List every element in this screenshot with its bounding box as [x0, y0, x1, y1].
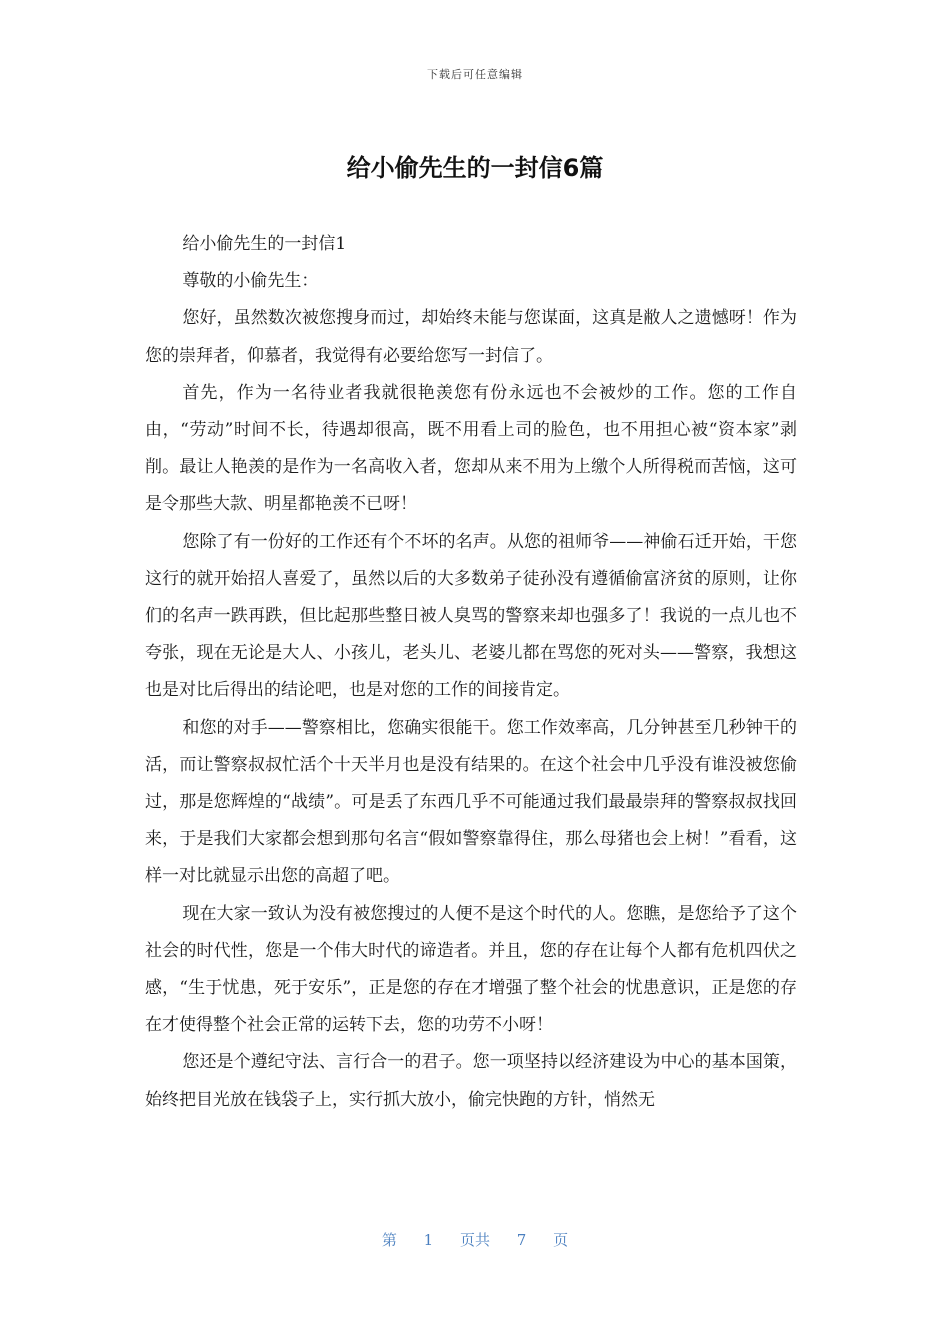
footer-prefix: 第 — [381, 1231, 397, 1249]
paragraph-5: 您除了有一份好的工作还有个不坏的名声。从您的祖师爷——神偷石迁开始，干您这行的就开始招人喜爱了，虽然以后的大多数弟子徒孙没有遵循偷富济贫的原则，让你们的名声一跌再跌，但比起那些整日被人臭骂的警察来却也强多了！我说的一点儿也不夸张，现在无论是大人、小孩儿，老头儿、老婆儿都在骂您的死对头——警察，我想这也是对比后得出的结论吧，也是对您的工作的间接肯定。 — [145, 531, 797, 701]
footer-total-pages: 7 — [516, 1231, 527, 1249]
document-title: 给小偷先生的一封信6篇 — [346, 154, 604, 182]
document-body — [145, 226, 797, 1119]
paragraph-1: 给小偷先生的一封信1 — [182, 234, 347, 254]
footer-current-page: 1 — [423, 1231, 434, 1249]
footer-suffix: 页 — [553, 1231, 569, 1249]
paragraph-8: 您还是个遵纪守法、言行合一的君子。您一项坚持以经济建设为中心的基本国策，始终把目光放在钱袋子上，实行抓大放小，偷完快跑的方针，悄然无 — [145, 1052, 797, 1110]
footer-middle: 页共 — [459, 1231, 490, 1249]
paragraph-2: 尊敬的小偷先生： — [182, 271, 319, 292]
paragraph-3: 您好，虽然数次被您搜身而过，却始终未能与您谋面，这真是敝人之遗憾呀！作为您的崇拜者，仰慕者，我觉得有必要给您写一封信了。 — [145, 308, 797, 366]
paragraph-6: 和您的对手——警察相比，您确实很能干。您工作效率高，几分钟甚至几秒钟干的活，而让警察叔叔忙活个十天半月也是没有结果的。在这个社会中几乎没有谁没被您偷过，那是您辉煌的“战绩”。可是丢了东西几乎不可能通过我们最最崇拜的警察叔叔找回来，于是我们大家都会想到那句名言“假如警察靠得住，那么母猪也会上树！”看看，这样一对比就显示出您的高超了吧。 — [145, 717, 797, 887]
paragraph-4: 首先，作为一名待业者我就很艳羡您有份永远也不会被炒的工作。您的工作自由，“劳动”时间不长，待遇却很高，既不用看上司的脸色，也不用担心被“资本家”剥削。最让人艳羡的是作为一名高收入者，您却从来不用为上缴个人所得税而苦恼，这可是令那些大款、明星都艳羡不已呀！ — [145, 382, 797, 515]
page-header-note: 下载后可任意编辑 — [427, 68, 523, 81]
paragraph-7: 现在大家一致认为没有被您搜过的人便不是这个时代的人。您瞧，是您给予了这个社会的时代性，您是一个伟大时代的谛造者。并且，您的存在让每个人都有危机四伏之感，“生于忧患，死于安乐”，正是您的存在才增强了整个社会的忧患意识，正是您的存在才使得整个社会正常的运转下去，您的功劳不小呀！ — [145, 903, 797, 1036]
page-number-footer — [0, 1229, 950, 1250]
